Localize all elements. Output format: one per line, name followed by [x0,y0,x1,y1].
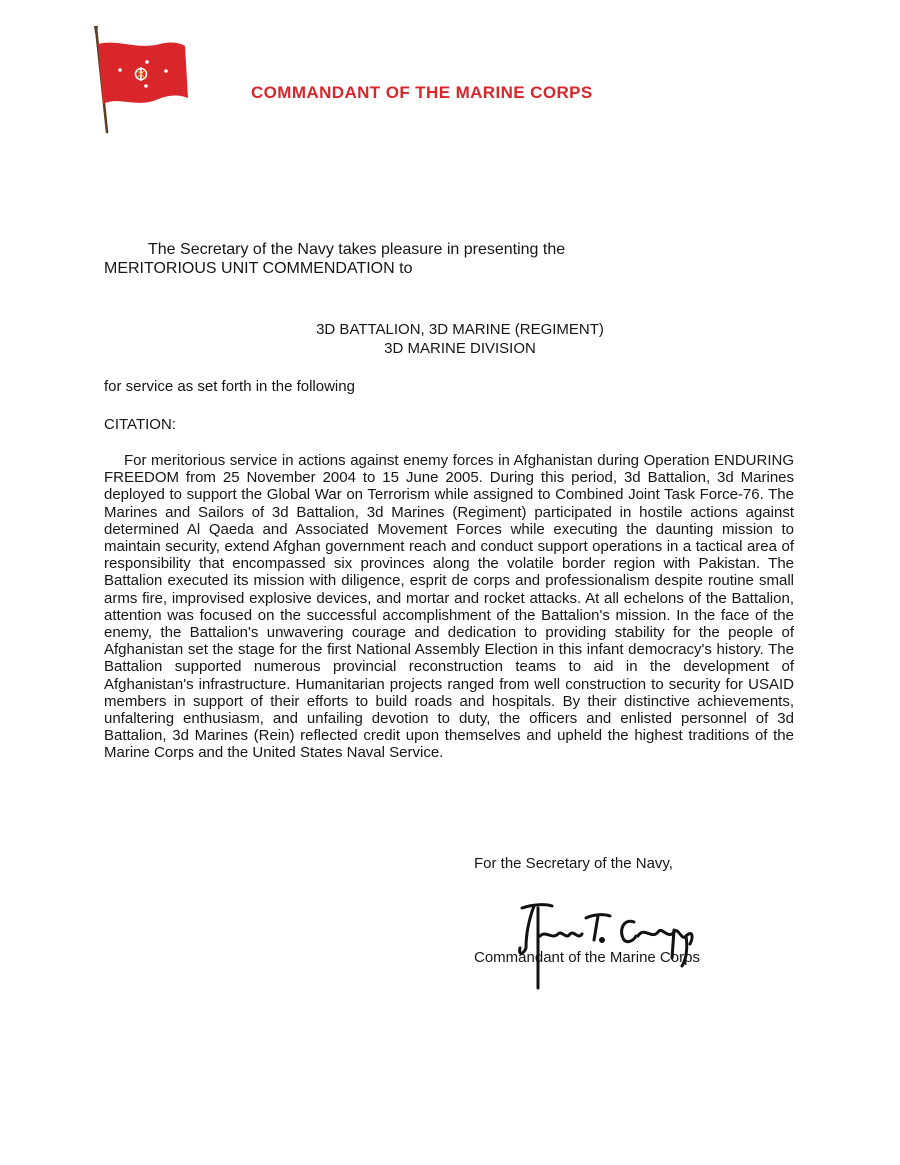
service-line: for service as set forth in the following [104,378,355,395]
presentation-intro [104,240,565,278]
award-name: MERITORIOUS UNIT COMMENDATION to [104,260,413,277]
unit-battalion: 3D BATTALION, 3D MARINE (REGIMENT) [316,321,604,338]
signature-block [474,900,734,995]
unit-designation [0,320,900,358]
handwritten-signature-icon [474,900,734,995]
citation-text: For meritorious service in actions against enemy forces in Afghanistan during Operation ENDURING FREEDOM from 25 November 2004 to 15 June 2005. During this period, 3d Battalion, 3d Marines deployed to support the Global War on Terrorism while assigned to Combined Joint Task Force-76. The Marines and Sailors of 3d Battalion, 3d Marines (Regiment) participated in hostile actions against determined Al Qaeda and Associated Movement Forces while executing the daunting mission to maintain security, extend Afghan government reach and conduct support operations in a tactical area of responsibility that encompassed six provinces along the volatile border region with Pakistan. The Battalion executed its mission with diligence, esprit de corps and professionalism despite routine small arms fire, improvised explosive devices, and mortar and rocket attacks. At all echelons of the Battalion, attention was focused on the successful accomplishment of the Battalion's mission. In the face of the enemy, the Battalion's unwavering courage and dedication to providing stability for the people of Afghanistan set the stage for the first National Assembly Election in this infant democracy's history. The Battalion supported numerous provincial reconstruction teams to aid in the development of Afghanistan's infrastructure. Humanitarian projects ranged from well construction to security for USAID members in support of their efforts to build roads and hospitals. By their distinctive achievements, unfaltering enthusiasm, and unfailing devotion to duty, the officers and enlisted personnel of 3d Battalion, 3d Marines (Rein) reflected credit upon themselves and upheld the highest traditions of the Marine Corps and the United States Naval Service. [104,452,794,762]
citation-label: CITATION: [104,416,176,433]
unit-division: 3D MARINE DIVISION [384,340,536,357]
closing-line: For the Secretary of the Navy, [474,855,673,872]
signatory-title: Commandant of the Marine Corps [474,949,700,966]
commandant-flag-icon [88,24,192,136]
letterhead-title: COMMANDANT OF THE MARINE CORPS [251,83,593,102]
intro-line: The Secretary of the Navy takes pleasure in presenting the [148,241,566,258]
